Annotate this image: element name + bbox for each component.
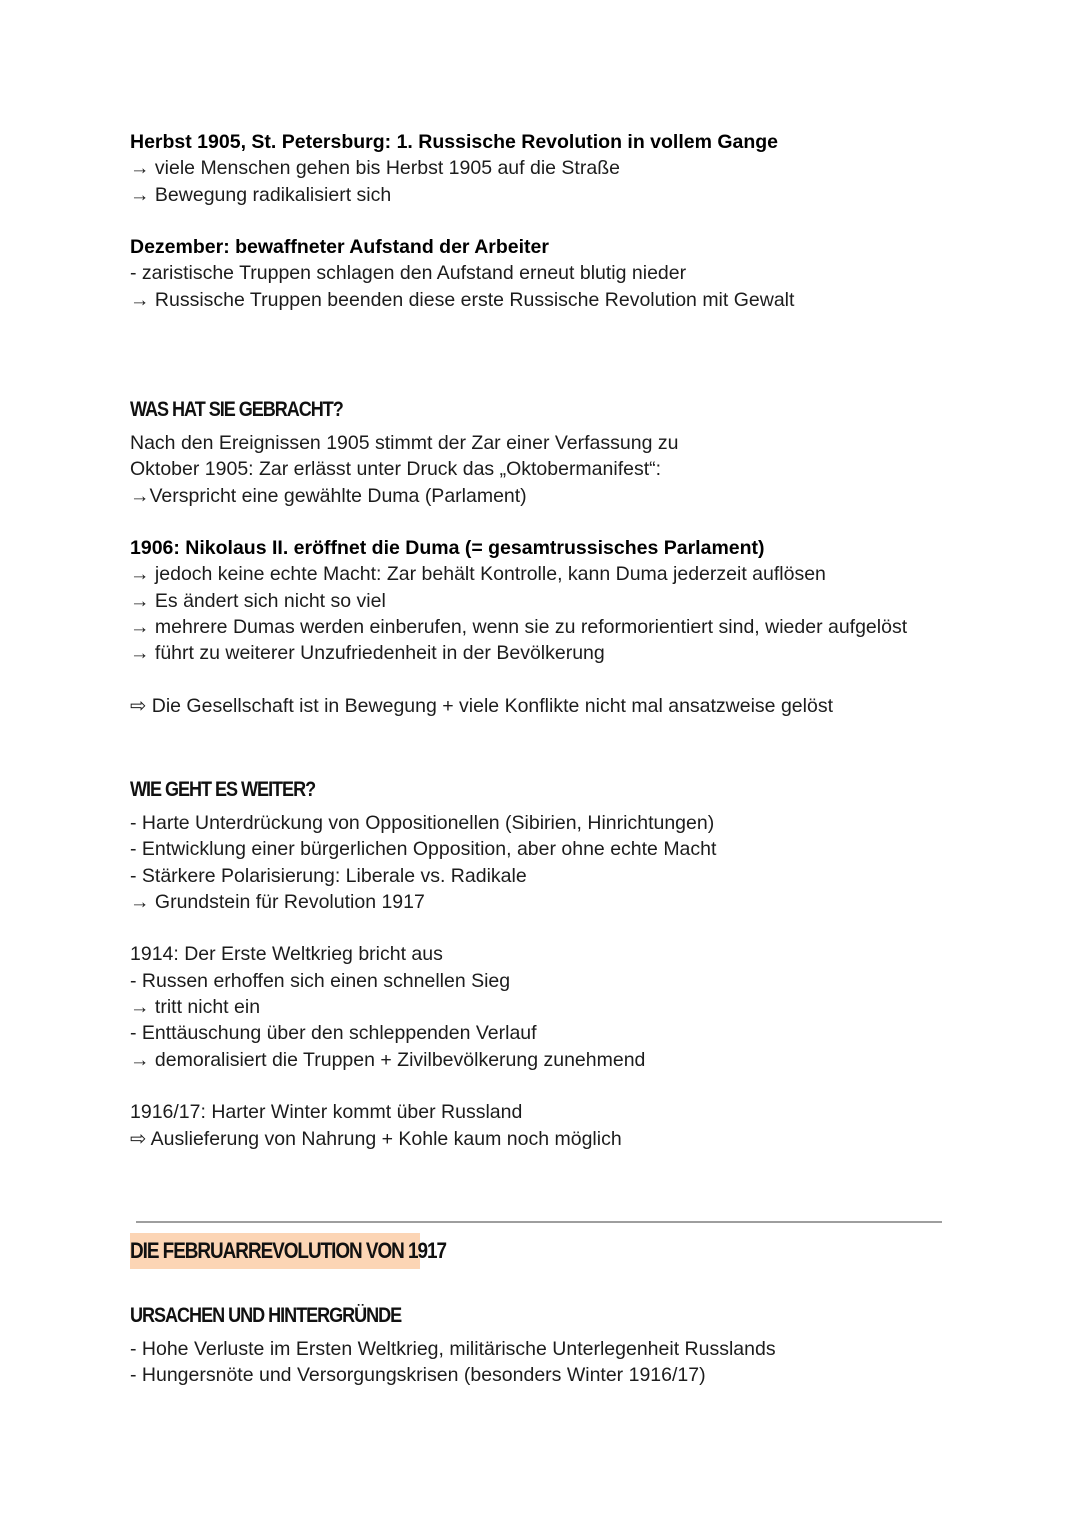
section-title-dezember: Dezember: bewaffneter Aufstand der Arbeiter — [130, 236, 549, 259]
section-title-herbst-1905: Herbst 1905, St. Petersburg: 1. Russische Revolution in vollem Gange — [130, 131, 779, 153]
heading-ursachen-und-hintergruende: URSACHEN UND HINTERGRÜNDE — [130, 1304, 402, 1327]
text-line: ⇨ Auslieferung von Nahrung + Kohle kaum noch möglich — [130, 1127, 622, 1150]
text-line: → Bewegung radikalisiert sich — [130, 183, 392, 206]
text-line: - Hungersnöte und Versorgungskrisen (besonders Winter 1916/17) — [130, 1364, 706, 1387]
document-page — [130, 129, 960, 313]
text-line: → Es ändert sich nicht so viel — [130, 589, 386, 612]
heading-was-hat-sie-gebracht: WAS HAT SIE GEBRACHT? — [130, 398, 343, 421]
heading-februarrevolution: DIE FEBRUARREVOLUTION VON 1917 — [130, 1238, 446, 1263]
wie-geht-section — [130, 776, 960, 1152]
ursachen-section — [130, 1302, 960, 1389]
text-line: - Enttäuschung über den schleppenden Verlauf — [130, 1022, 537, 1045]
text-line: →Verspricht eine gewählte Duma (Parlament) — [130, 484, 527, 507]
text-line: - Entwicklung einer bürgerlichen Opposition, aber ohne echte Macht — [130, 838, 717, 861]
was-hat-section — [130, 396, 960, 719]
text-line: → tritt nicht ein — [130, 996, 261, 1019]
text-line: 1914: Der Erste Weltkrieg bricht aus — [130, 943, 443, 966]
februar-heading-wrap — [130, 1233, 446, 1269]
text-line: → führt zu weiterer Unzufriedenheit in der Bevölkerung — [130, 642, 605, 665]
heading-wie-geht-es-weiter: WIE GEHT ES WEITER? — [130, 778, 316, 801]
text-line: 1916/17: Harter Winter kommt über Russland — [130, 1101, 523, 1124]
text-line: - Russen erhoffen sich einen schnellen Sieg — [130, 969, 511, 992]
conclusion-line: ⇨ Die Gesellschaft ist in Bewegung + viele Konflikte nicht mal ansatzweise gelöst — [130, 694, 833, 717]
highlight-box — [130, 1233, 446, 1269]
text-line: → demoralisiert die Truppen + Zivilbevölkerung zunehmend — [130, 1048, 646, 1071]
text-line: → Russische Truppen beenden diese erste Russische Revolution mit Gewalt — [130, 288, 795, 311]
text-line: Oktober 1905: Zar erlässt unter Druck das „Oktobermanifest“: — [130, 458, 662, 481]
text-line: → viele Menschen gehen bis Herbst 1905 auf die Straße — [130, 157, 620, 180]
text-line: - zaristische Truppen schlagen den Aufstand erneut blutig nieder — [130, 262, 687, 285]
text-line: - Harte Unterdrückung von Oppositionellen (Sibirien, Hinrichtungen) — [130, 812, 715, 834]
text-line: - Stärkere Polarisierung: Liberale vs. Radikale — [130, 864, 527, 887]
subtitle-1906: 1906: Nikolaus II. eröffnet die Duma (= gesamtrussisches Parlament) — [130, 537, 765, 560]
text-line: - Hohe Verluste im Ersten Weltkrieg, militärische Unterlegenheit Russlands — [130, 1338, 776, 1360]
text-line: Nach den Ereignissen 1905 stimmt der Zar einer Verfassung zu — [130, 432, 679, 454]
text-line: → Grundstein für Revolution 1917 — [130, 890, 425, 913]
text-line: → mehrere Dumas werden einberufen, wenn sie zu reformorientiert sind, wieder aufgelöst — [130, 616, 908, 639]
horizontal-divider — [136, 1221, 942, 1223]
text-line: → jedoch keine echte Macht: Zar behält Kontrolle, kann Duma jederzeit auflösen — [130, 563, 826, 586]
